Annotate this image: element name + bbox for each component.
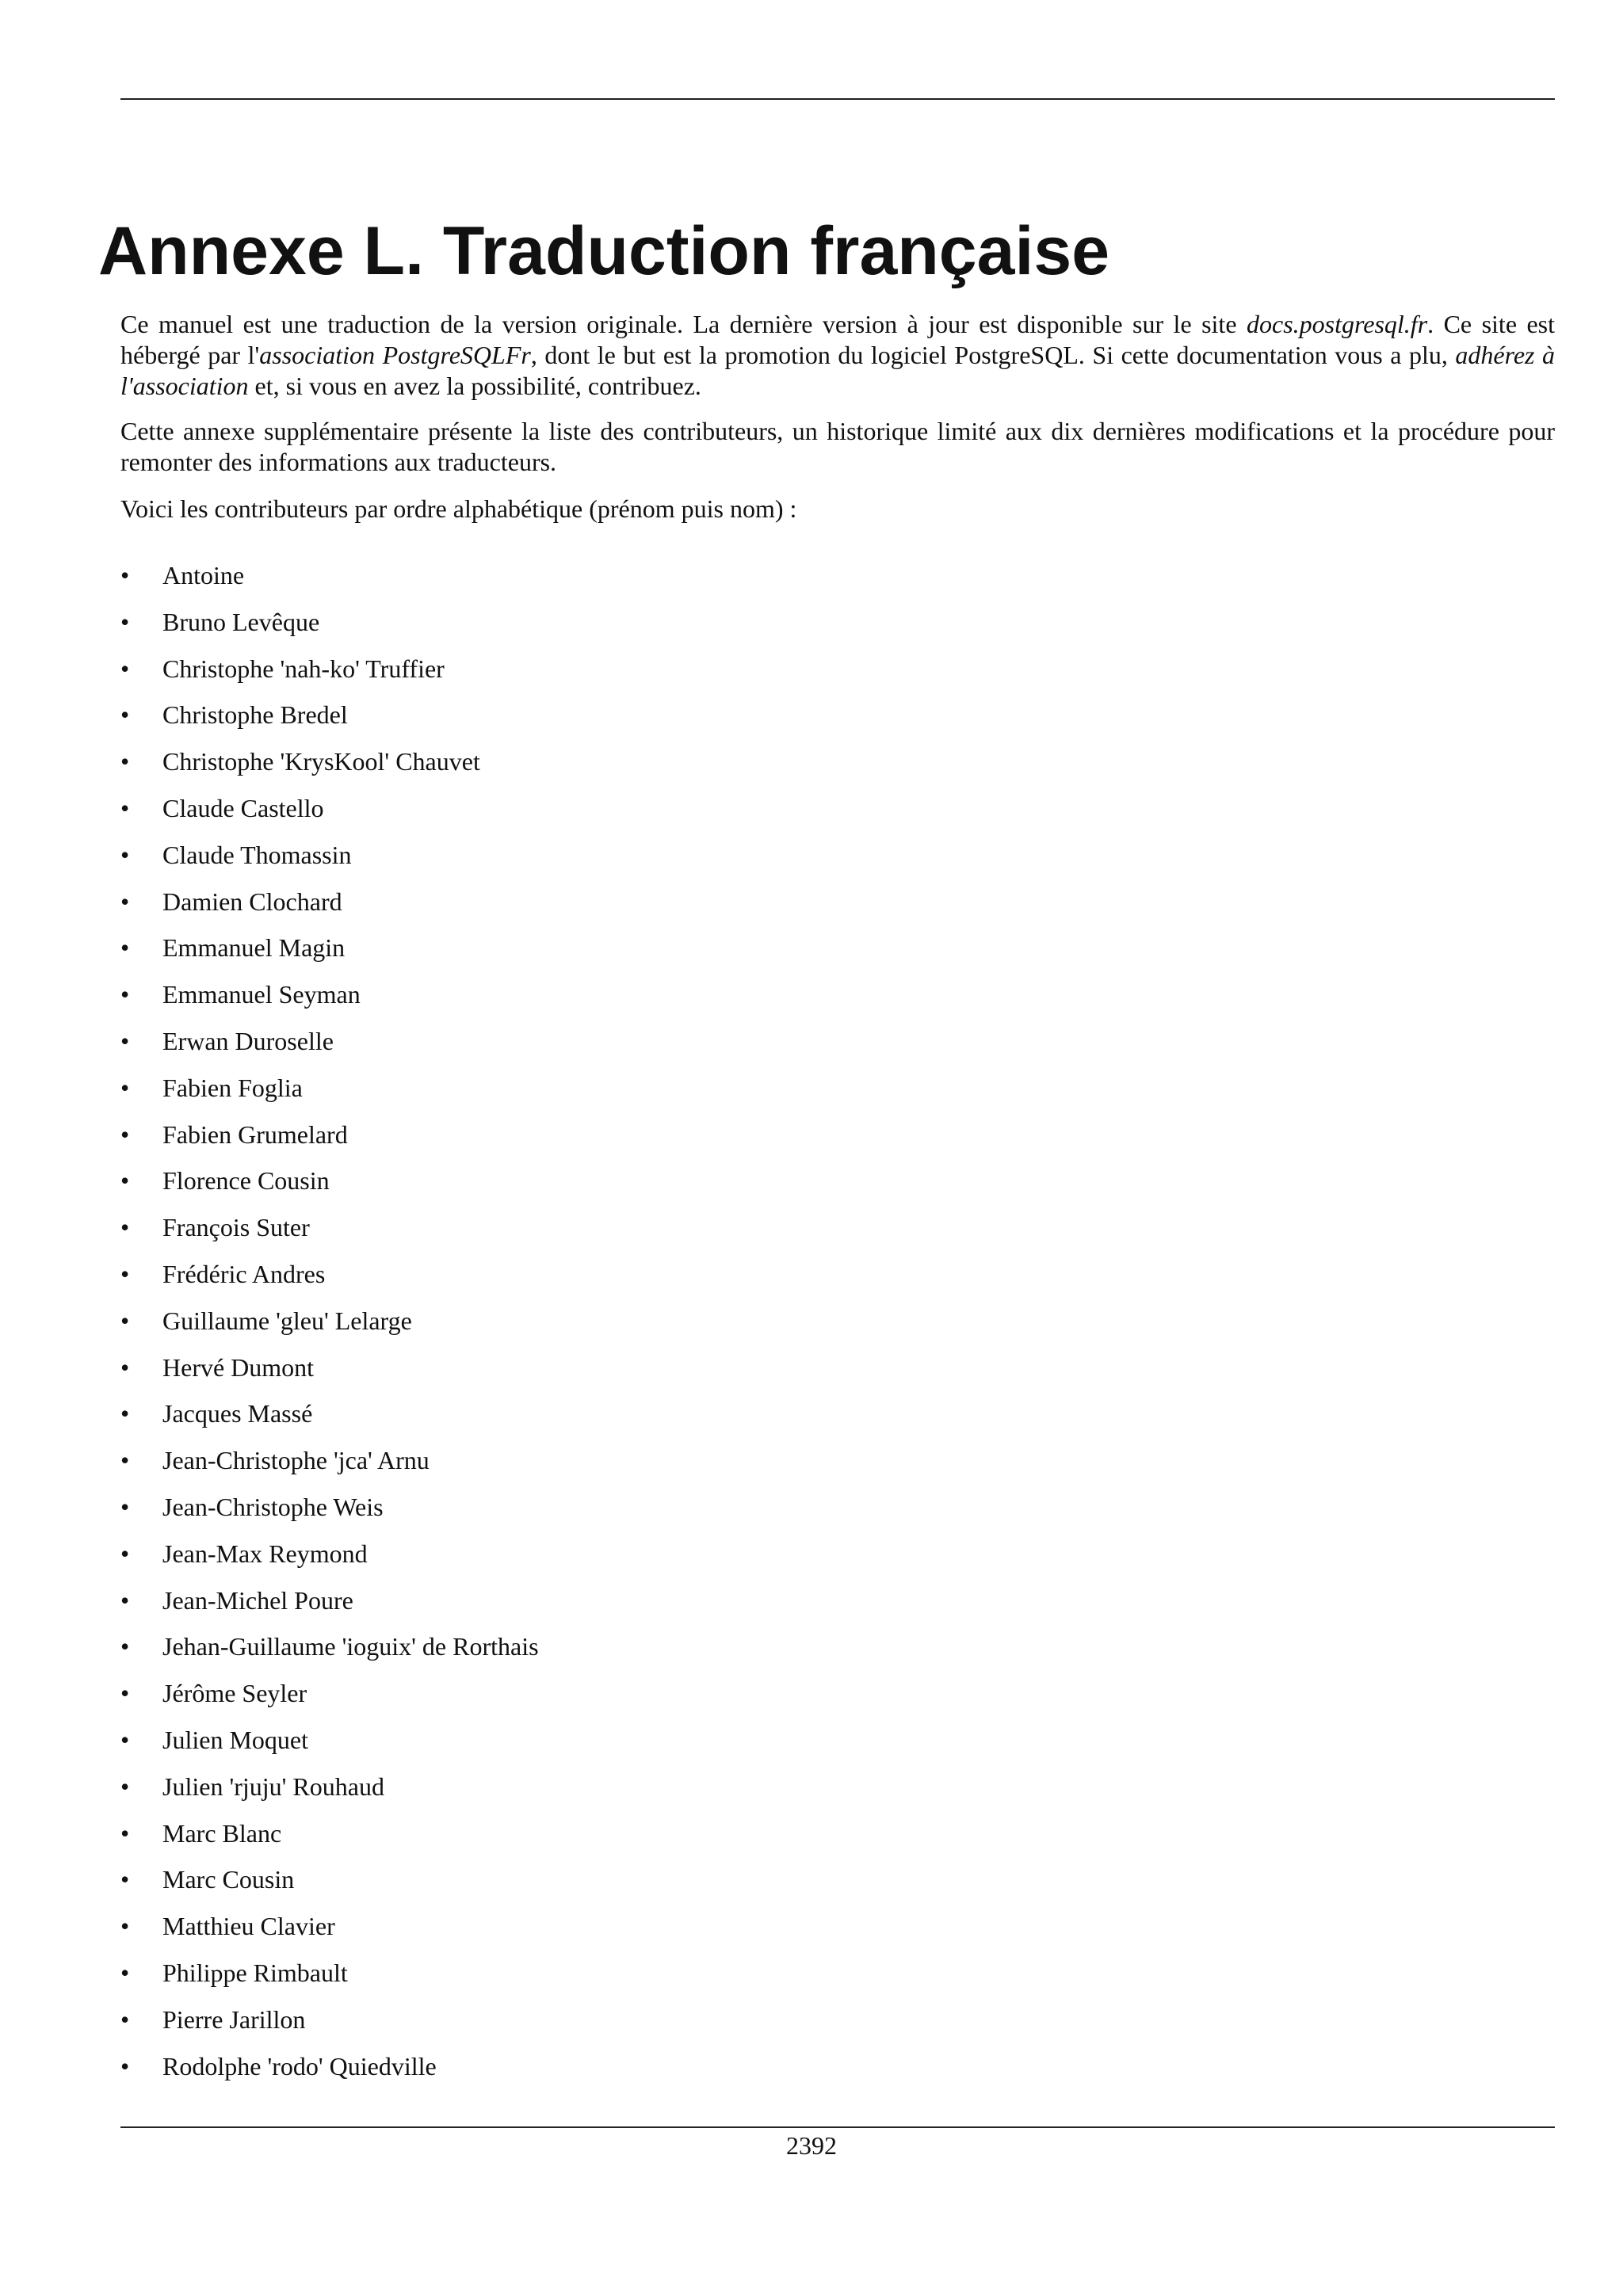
bullet-icon: • [120, 1725, 130, 1754]
bullet-icon: • [120, 933, 130, 963]
bullet-icon: • [120, 1632, 130, 1661]
list-item [120, 1903, 1555, 1950]
contributor-name: Emmanuel Seyman [162, 980, 361, 1009]
list-item [120, 879, 1555, 925]
contributor-name: Christophe 'nah-ko' Truffier [162, 654, 445, 683]
list-item [120, 1065, 1555, 1112]
bullet-icon: • [120, 2004, 130, 2034]
bullet-icon: • [120, 1865, 130, 1894]
list-item [120, 1484, 1555, 1531]
contributor-name: Jean-Max Reymond [162, 1539, 368, 1568]
contributor-name: Claude Castello [162, 793, 324, 822]
intro-text-4: et, si vous en avez la possibilité, contribuez. [248, 372, 701, 400]
list-item [120, 1810, 1555, 1857]
contributor-name: Christophe Bredel [162, 700, 348, 730]
list-item [120, 1298, 1555, 1344]
contributor-name: Jérôme Seyler [162, 1679, 307, 1708]
bullet-icon: • [120, 1352, 130, 1382]
list-item [120, 1764, 1555, 1810]
contributor-name: Fabien Grumelard [162, 1119, 348, 1149]
list-item [120, 1670, 1555, 1717]
bullet-icon: • [120, 1166, 130, 1196]
contributor-name: Guillaume 'gleu' Lelarge [162, 1306, 412, 1335]
bullet-icon: • [120, 607, 130, 636]
contributor-name: Hervé Dumont [162, 1352, 315, 1382]
bullet-icon: • [120, 793, 130, 822]
link-docs-site[interactable]: docs.postgresql.fr [1246, 310, 1428, 338]
contributor-name: Jean-Christophe 'jca' Arnu [162, 1446, 430, 1475]
contributor-name: Matthieu Clavier [162, 1912, 335, 1941]
contributor-name: Damien Clochard [162, 887, 342, 916]
intro-paragraph-2 [120, 416, 1555, 489]
list-item [120, 832, 1555, 879]
list-item [120, 599, 1555, 646]
contributor-name: Jehan-Guillaume 'ioguix' de Rorthais [162, 1632, 539, 1661]
link-association[interactable]: association PostgreSQLFr [259, 341, 531, 369]
bullet-icon: • [120, 1958, 130, 1987]
contributor-name: Florence Cousin [162, 1166, 330, 1196]
contributor-name: Julien 'rjuju' Rouhaud [162, 1772, 384, 1801]
link-join-association[interactable]: adhérez à l'association [120, 341, 1556, 400]
bullet-icon: • [120, 700, 130, 730]
contributor-name: Christophe 'KrysKool' Chauvet [162, 747, 480, 776]
contributor-name: Antoine [162, 561, 245, 589]
intro-text-2: . Ce site est hébergé par l' [120, 310, 1556, 369]
list-item [120, 1997, 1555, 2043]
bullet-icon: • [120, 1492, 130, 1521]
bullet-icon: • [120, 1213, 130, 1242]
bullet-icon: • [120, 1912, 130, 1941]
list-item [120, 1390, 1555, 1437]
contributor-name: François Suter [162, 1213, 310, 1242]
contributor-name: Jean-Michel Poure [162, 1585, 353, 1615]
bullet-icon: • [120, 1679, 130, 1708]
bullet-icon: • [120, 1306, 130, 1335]
footer-rule [120, 2126, 1555, 2128]
list-item [120, 971, 1555, 1018]
bullet-icon: • [120, 2051, 130, 2081]
list-item [120, 1623, 1555, 1670]
list-item [120, 1531, 1555, 1577]
bullet-icon: • [120, 561, 130, 589]
list-item [120, 785, 1555, 832]
list-item [120, 738, 1555, 785]
intro-paragraph-1 [120, 309, 1555, 413]
header-rule [120, 98, 1555, 100]
contributor-name: Marc Blanc [162, 1818, 282, 1848]
list-item [120, 1437, 1555, 1484]
list-item [120, 692, 1555, 738]
bullet-icon: • [120, 980, 130, 1009]
contributor-name: Jacques Massé [162, 1399, 313, 1428]
list-item [120, 646, 1555, 692]
list-item [120, 1577, 1555, 1624]
bullet-icon: • [120, 1026, 130, 1055]
contributor-name: Emmanuel Magin [162, 933, 346, 963]
list-item [120, 1950, 1555, 1997]
list-item [120, 552, 1555, 599]
contributor-name: Frédéric Andres [162, 1259, 326, 1288]
bullet-icon: • [120, 840, 130, 869]
contributor-name: Julien Moquet [162, 1725, 308, 1754]
bullet-icon: • [120, 1585, 130, 1615]
page-number: 2392 [786, 2131, 837, 2160]
intro-text-3: , dont le but est la promotion du logiciel PostgreSQL. Si cette documentation vous a plu, [530, 341, 1456, 369]
list-item [120, 925, 1555, 971]
contributor-name: Philippe Rimbault [162, 1958, 348, 1987]
bullet-icon: • [120, 654, 130, 683]
list-item [120, 1158, 1555, 1204]
bullet-icon: • [120, 1399, 130, 1428]
list-item [120, 1204, 1555, 1251]
contributor-name: Erwan Duroselle [162, 1026, 334, 1055]
bullet-icon: • [120, 1539, 130, 1568]
list-item [120, 1112, 1555, 1158]
list-item [120, 2043, 1555, 2090]
contributor-name: Pierre Jarillon [162, 2004, 306, 2034]
contributor-name: Jean-Christophe Weis [162, 1492, 384, 1521]
intro-paragraph-3 [120, 494, 1555, 536]
bullet-icon: • [120, 747, 130, 776]
contributor-name: Claude Thomassin [162, 840, 352, 869]
contributor-name: Fabien Foglia [162, 1073, 303, 1102]
intro-text-contributors: Voici les contributeurs par ordre alphabétique (prénom puis nom) : [120, 494, 797, 523]
list-item [120, 1251, 1555, 1298]
intro-text-1: Ce manuel est une traduction de la version originale. La dernière version à jour est disponible sur le site [120, 310, 1247, 338]
list-item [120, 1344, 1555, 1391]
bullet-icon: • [120, 1772, 130, 1801]
bullet-icon: • [120, 887, 130, 916]
bullet-icon: • [120, 1259, 130, 1288]
bullet-icon: • [120, 1446, 130, 1475]
bullet-icon: • [120, 1073, 130, 1102]
contributor-name: Rodolphe 'rodo' Quiedville [162, 2051, 437, 2081]
contributor-name: Marc Cousin [162, 1865, 295, 1894]
contributor-name: Bruno Levêque [162, 607, 320, 636]
bullet-icon: • [120, 1119, 130, 1149]
page-title: Annexe L. Traduction française [98, 213, 1110, 289]
contributor-list [120, 552, 1555, 2089]
list-item [120, 1717, 1555, 1764]
intro-text-annex: Cette annexe supplémentaire présente la liste des contributeurs, un historique limité aux dix dernières modifications et la procédure pour remonter des informations aux traducteurs. [120, 417, 1555, 476]
list-item [120, 1018, 1555, 1065]
bullet-icon: • [120, 1818, 130, 1848]
list-item [120, 1856, 1555, 1903]
